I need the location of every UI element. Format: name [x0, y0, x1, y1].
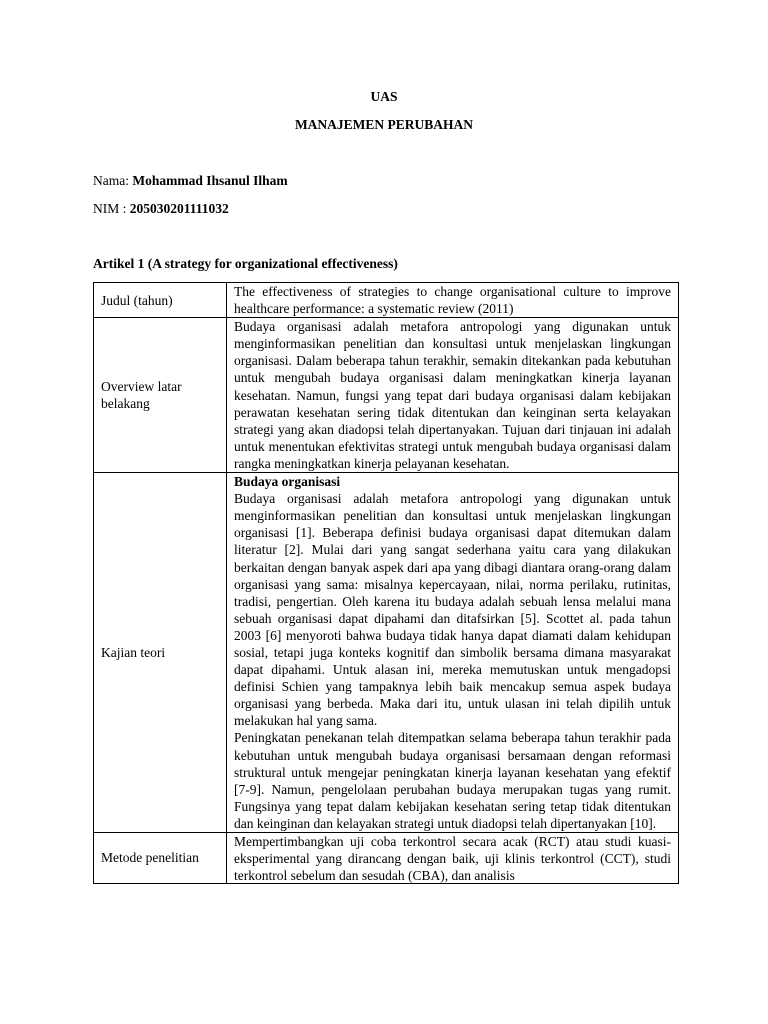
nim-value: 205030201111032 — [129, 201, 229, 216]
nim-field — [93, 201, 229, 217]
table-row — [94, 318, 679, 473]
row-value-judul — [227, 283, 679, 318]
metode-text: Mempertimbangkan uji coba terkontrol secara acak (RCT) atau studi kuasi-eksperimental yang dirancang dengan baik, uji klinis terkontrol (CCT), studi terkontrol sebelum dan sesudah (CBA), dan analisis — [234, 834, 671, 883]
article-table — [93, 282, 679, 884]
document-title: UAS — [370, 89, 398, 104]
judul-text: The effectiveness of strategies to change organisational culture to improve healthcare performance: a systematic review (2011) — [234, 284, 671, 317]
row-value-metode — [227, 833, 679, 884]
article-heading: Artikel 1 (A strategy for organizational effectiveness) — [93, 256, 398, 271]
name-value: Mohammad Ihsanul Ilham — [132, 173, 288, 188]
row-value-kajian — [227, 473, 679, 833]
table-row — [94, 473, 679, 833]
document-subtitle: MANAJEMEN PERUBAHAN — [294, 117, 474, 132]
kajian-paragraph-2: Peningkatan penekanan telah ditempatkan selama beberapa tahun terakhir pada kebutuhan untuk mengubah budaya organisasi bersamaan dengan reformasi struktural untuk mengejar peningkatan kinerja layanan kesehatan yang efektif [7-9]. Namun, pengelolaan perubahan budaya merupakan tugas yang rumit. Fungsinya yang tepat dalam kebijakan kesehatan sering tetap tidak ditentukan dan keinginan dan kelayakan strategi untuk diadopsi telah dipertanyakan [10]. — [234, 730, 671, 831]
row-value-overview — [227, 318, 679, 473]
kajian-paragraph-1: Budaya organisasi adalah metafora antropologi yang digunakan untuk menginformasikan penelitian dan konsultasi untuk menjelaskan lingkungan organisasi [1]. Beberapa definisi budaya organisasi dapat ditemukan dalam literatur [2]. Mulai dari yang sangat sederhana yaitu cara yang dilakukan berkaitan dengan banyak aspek dari apa yang dibagi diantara orang-orang dalam organisasi yang sama: misalnya kepercayaan, nilai, norma perilaku, rutinitas, tradisi, pengertian. Oleh karena itu budaya adalah sebuah lensa melalui mana sebuah organisasi dapat dipahami dan ditafsirkan [5]. Scottet al. pada tahun 2003 [6] menyoroti bahwa budaya tidak hanya dapat diamati dalam kehidupan sosial, tetapi juga konteks kognitif dan simbolik bersama dimana masyarakat dapat dipahami. Untuk alasan ini, mereka memutuskan untuk mengadopsi definisi Schien yang tampaknya lebih baik mencakup semua aspek budaya organisasi yang berbeda. Maka dari itu, untuk ulasan ini telah dipilih untuk melakukan hal yang sama. — [234, 491, 671, 729]
table-row — [94, 833, 679, 884]
row-label-kajian: Kajian teori — [94, 473, 227, 833]
row-label-metode: Metode penelitian — [94, 833, 227, 884]
row-label-overview: Overview latar belakang — [94, 318, 227, 473]
name-label: Nama: — [93, 173, 129, 188]
kajian-subheading: Budaya organisasi — [234, 474, 341, 490]
nim-label: NIM : — [93, 201, 127, 216]
overview-text: Budaya organisasi adalah metafora antropologi yang digunakan untuk menginformasikan penelitian dan konsultasi untuk menjelaskan lingkungan organisasi. Dalam beberapa tahun terakhir, semakin ditekankan pada kebutuhan untuk mengubah budaya organisasi dalam meningkatkan kinerja layanan kesehatan. Namun, fungsi yang tepat dari budaya organisasi dalam kebijakan perawatan kesehatan sering tidak ditentukan dan keinginan serta kelayakan strategi yang akan diadopsi telah dipertanyakan. Tujuan dari tinjauan ini adalah untuk menentukan efektivitas strategi untuk mengubah budaya organisasi dalam rangka meningkatkan kinerja pelayanan kesehatan. — [234, 319, 671, 471]
name-field — [93, 173, 288, 189]
table-row — [94, 283, 679, 318]
row-label-judul: Judul (tahun) — [94, 283, 227, 318]
